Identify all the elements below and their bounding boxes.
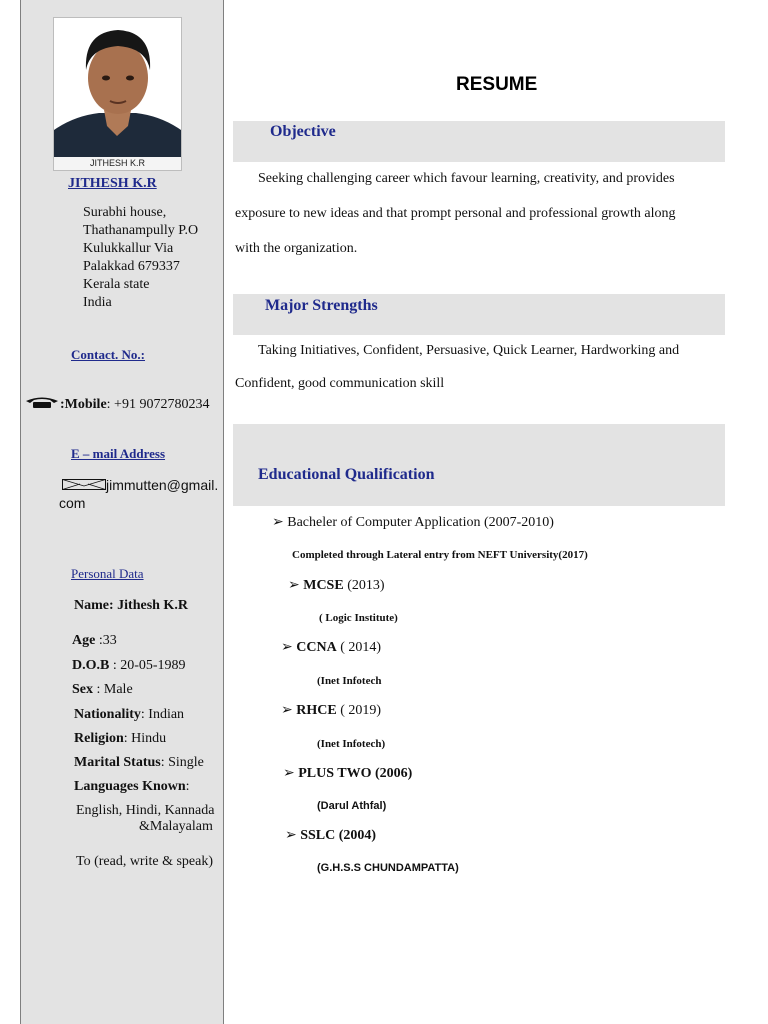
education-item	[281, 639, 381, 656]
profile-photo	[53, 17, 182, 171]
objective-line: with the organization.	[235, 241, 358, 256]
education-year: ( 2019)	[336, 703, 382, 718]
email-block	[59, 476, 224, 512]
religion-value: : Hindu	[123, 731, 167, 746]
address-line: Surabhi house,	[83, 205, 167, 220]
bullet-arrow-icon: ➢	[281, 703, 293, 718]
education-item	[281, 702, 381, 719]
objective-line: exposure to new ideas and that prompt personal and professional growth along	[235, 206, 676, 221]
bullet-arrow-icon: ➢	[272, 515, 284, 530]
education-year: (2013)	[343, 578, 385, 593]
address-line: Kerala state	[83, 277, 150, 292]
age-value: :33	[95, 633, 117, 648]
personal-religion	[74, 731, 166, 747]
education-degree: PLUS TWO (2006)	[298, 766, 413, 781]
strengths-heading: Major Strengths	[265, 297, 378, 314]
contact-heading-text: Contact. No.:	[71, 347, 146, 362]
mobile-label: :Mobile	[60, 397, 107, 412]
nationality-value: : Indian	[140, 707, 185, 722]
telephone-icon	[24, 395, 60, 409]
education-degree: SSLC (2004)	[300, 828, 377, 843]
education-year: ( 2014)	[336, 640, 382, 655]
education-note: Completed through Lateral entry from NEFT University(2017)	[292, 549, 588, 561]
education-degree: CCNA	[296, 640, 337, 655]
address-line: India	[83, 295, 112, 310]
bullet-arrow-icon: ➢	[285, 828, 297, 843]
education-degree: MCSE	[303, 578, 344, 593]
bullet-arrow-icon: ➢	[283, 766, 295, 781]
objective-heading: Objective	[270, 123, 336, 140]
address-line: Thathanampully P.O	[83, 223, 199, 238]
strengths-band	[233, 294, 725, 335]
personal-age	[72, 633, 117, 649]
photo-caption: JITHESH K.R	[54, 157, 181, 170]
education-degree: RHCE	[296, 703, 337, 718]
education-institute: ( Logic Institute)	[319, 612, 398, 624]
languages-line: English, Hindi, Kannada	[76, 803, 215, 818]
mobile-number: : +91 9072780234	[106, 397, 210, 412]
languages-line: &Malayalam	[139, 819, 213, 834]
languages-mode: To (read, write & speak)	[76, 854, 214, 869]
person-photo-icon	[54, 18, 181, 158]
contact-heading	[55, 347, 145, 363]
education-institute: (G.H.S.S CHUNDAMPATTA)	[317, 862, 459, 874]
personal-data-heading	[55, 566, 144, 582]
education-item	[283, 765, 412, 782]
bullet-arrow-icon: ➢	[281, 640, 293, 655]
sex-value: : Male	[93, 682, 133, 697]
education-item	[285, 827, 376, 844]
education-band	[233, 424, 725, 506]
education-heading: Educational Qualification	[258, 466, 435, 483]
strengths-line: Confident, good communication skill	[235, 376, 445, 391]
education-item	[272, 514, 554, 531]
strengths-line: Taking Initiatives, Confident, Persuasive, Quick Learner, Hardworking and	[258, 343, 680, 358]
marital-label: Marital Status	[74, 755, 161, 770]
mobile-line	[24, 395, 209, 413]
marital-value: : Single	[160, 755, 204, 770]
religion-label: Religion	[74, 731, 124, 746]
address-line: Kulukkallur Via	[83, 241, 174, 256]
address-line: Palakkad 679337	[83, 259, 180, 274]
education-institute: (Inet Infotech	[317, 675, 382, 687]
objective-band	[233, 121, 725, 162]
address-block	[83, 204, 198, 312]
email-heading-text: E – mail Address	[71, 446, 166, 461]
nationality-label: Nationality	[74, 707, 141, 722]
candidate-name: JITHESH K.R	[68, 176, 157, 191]
bullet-arrow-icon: ➢	[288, 578, 300, 593]
envelope-icon	[62, 479, 106, 490]
personal-sex	[72, 682, 133, 698]
education-degree: Bacheler of Computer Application (2007-2010)	[287, 515, 554, 530]
objective-line: Seeking challenging career which favour learning, creativity, and provides	[258, 171, 675, 186]
age-label: Age	[72, 633, 96, 648]
personal-nationality	[74, 707, 184, 723]
personal-dob	[72, 658, 186, 674]
page-title: RESUME	[456, 74, 538, 95]
dob-value: : 20-05-1989	[109, 658, 186, 673]
education-institute: (Darul Athfal)	[317, 800, 387, 812]
dob-label: D.O.B	[72, 658, 110, 673]
personal-marital-status	[74, 755, 204, 771]
languages-label: Languages Known	[74, 779, 186, 794]
email-heading	[55, 446, 165, 462]
personal-languages	[74, 779, 190, 795]
email-address-domain: com	[59, 495, 86, 511]
personal-data-heading-text: Personal Data	[71, 566, 144, 581]
education-item	[288, 577, 385, 594]
email-address: jimmutten@gmail.	[106, 477, 219, 493]
sex-label: Sex	[72, 682, 93, 697]
personal-name: Name: Jithesh K.R	[74, 598, 188, 613]
languages-colon: :	[185, 779, 190, 794]
education-institute: (Inet Infotech)	[317, 738, 386, 750]
